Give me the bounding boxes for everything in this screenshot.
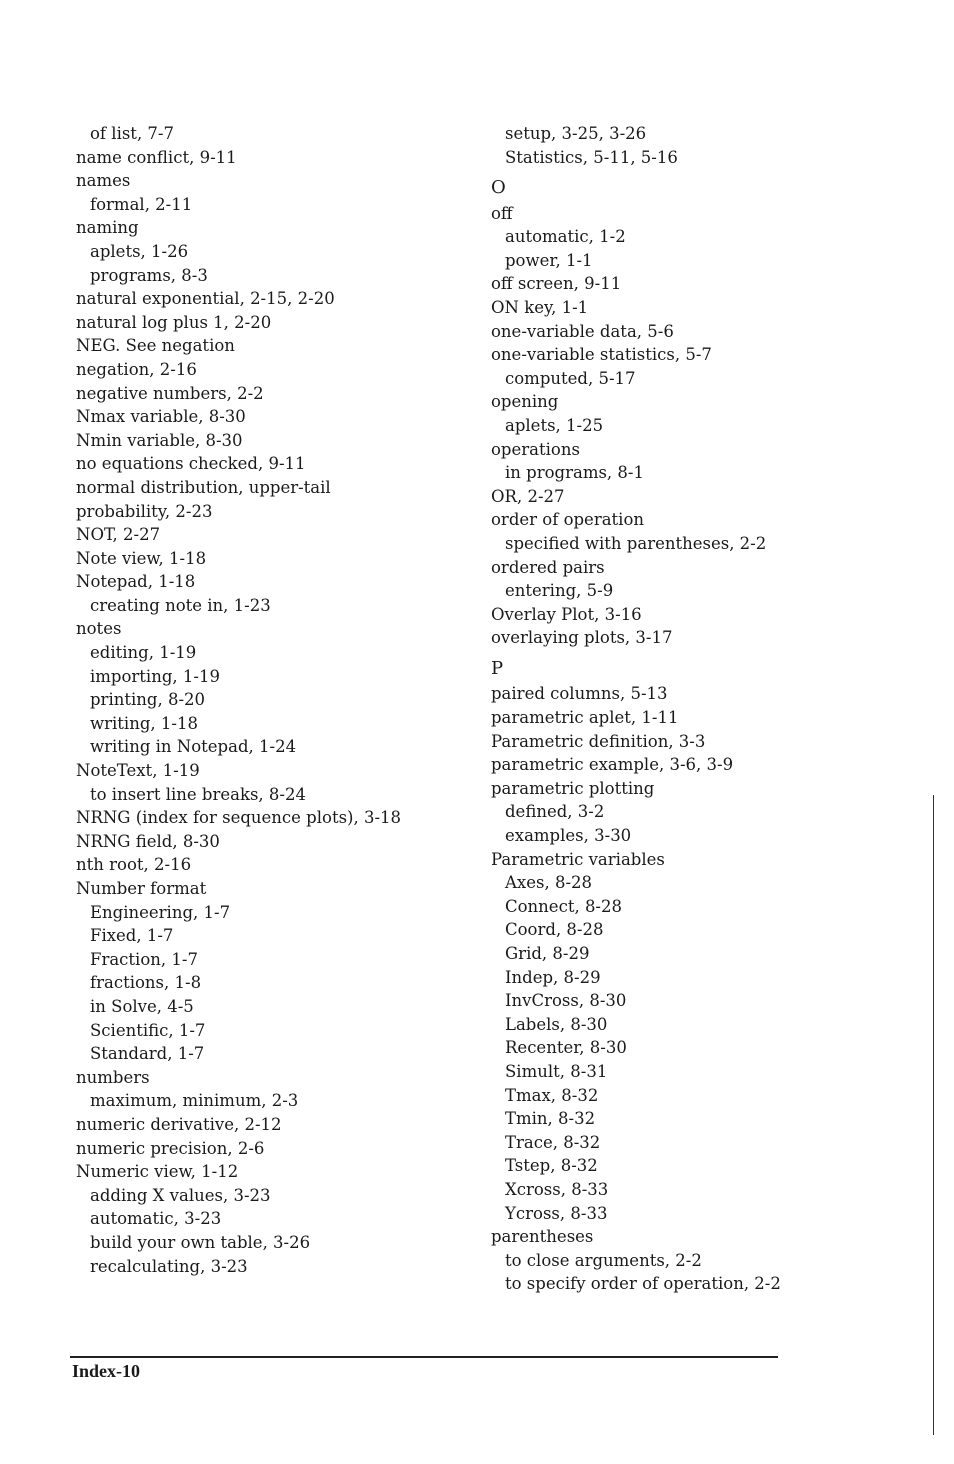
index-entry: OR, 2-27: [491, 486, 565, 506]
index-entry: computed, 5-17: [505, 368, 636, 388]
index-entry: numbers: [76, 1067, 150, 1087]
index-entry: operations: [491, 439, 580, 459]
index-entry: off screen, 9-11: [491, 274, 622, 294]
index-entry: Ycross, 8-33: [505, 1203, 608, 1223]
index-entry: in Solve, 4-5: [90, 996, 194, 1016]
index-entry: build your own table, 3-26: [90, 1232, 311, 1252]
index-entry: writing, 1-18: [90, 713, 198, 733]
index-entry: normal distribution, upper-tail: [76, 477, 331, 497]
index-entry: one-variable statistics, 5-7: [491, 345, 712, 365]
index-entry: off: [491, 203, 513, 223]
index-entry: numeric derivative, 2-12: [76, 1114, 282, 1134]
index-entry: specified with parentheses, 2-2: [505, 534, 767, 553]
index-entry: Fixed, 1-7: [90, 926, 174, 946]
index-entry: defined, 3-2: [505, 802, 605, 822]
index-entry: negative numbers, 2-2: [76, 383, 264, 403]
index-entry: negation, 2-16: [76, 359, 197, 379]
index-entry: NEG. See negation: [76, 336, 235, 356]
index-letter-heading: P: [491, 657, 504, 679]
index-entry: Tstep, 8-32: [505, 1156, 598, 1176]
index-column-left: [76, 122, 476, 1278]
index-entry: Tmin, 8-32: [505, 1109, 596, 1129]
index-entry: Parametric definition, 3-3: [491, 731, 706, 751]
index-entry: entering, 5-9: [505, 581, 614, 601]
index-entry: parametric plotting: [491, 778, 655, 798]
index-entry: Engineering, 1-7: [90, 902, 231, 922]
index-entry: naming: [76, 218, 139, 238]
index-letter-heading: O: [491, 177, 506, 199]
index-entry: of list, 7-7: [90, 124, 174, 143]
index-entry: Notepad, 1-18: [76, 572, 196, 592]
index-entry: parentheses: [491, 1227, 594, 1247]
index-entry: Statistics, 5-11, 5-16: [505, 147, 678, 167]
index-entry: to insert line breaks, 8-24: [90, 784, 306, 804]
index-entry: aplets, 1-25: [505, 416, 604, 436]
index-entry: aplets, 1-26: [90, 241, 189, 261]
index-entry: importing, 1-19: [90, 666, 220, 686]
index-entry: NRNG field, 8-30: [76, 831, 220, 851]
footer-rule: [70, 1356, 778, 1358]
index-entry: setup, 3-25, 3-26: [505, 124, 647, 143]
index-entry: NoteText, 1-19: [76, 761, 200, 781]
index-entry: Axes, 8-28: [505, 873, 593, 893]
index-entry: Trace, 8-32: [505, 1132, 601, 1152]
index-entry: examples, 3-30: [505, 826, 632, 846]
index-entry: Labels, 8-30: [505, 1014, 608, 1034]
index-column-right: [491, 122, 911, 1296]
index-entry: Numeric view, 1-12: [76, 1162, 239, 1182]
index-entry: order of operation: [491, 510, 645, 530]
index-entry: probability, 2-23: [76, 501, 213, 521]
index-entry: paired columns, 5-13: [491, 684, 668, 704]
index-entry: natural exponential, 2-15, 2-20: [76, 289, 335, 309]
page-label: Index-10: [72, 1361, 141, 1381]
index-entry: printing, 8-20: [90, 690, 206, 710]
index-entry: NRNG (index for sequence plots), 3-18: [76, 808, 402, 828]
index-entry: nth root, 2-16: [76, 855, 192, 875]
page-edge-line: [933, 795, 934, 1435]
index-entry: Number format: [76, 879, 207, 898]
index-entry: editing, 1-19: [90, 643, 197, 663]
index-entry: adding X values, 3-23: [90, 1185, 271, 1205]
index-entry: Coord, 8-28: [505, 920, 604, 940]
index-entry: automatic, 1-2: [505, 227, 626, 247]
index-entry: Parametric variables: [491, 849, 665, 869]
index-entry: name conflict, 9-11: [76, 147, 237, 167]
index-entry: Nmin variable, 8-30: [76, 430, 243, 450]
index-entry: Recenter, 8-30: [505, 1038, 627, 1058]
index-entry: names: [76, 171, 131, 191]
index-entry: programs, 8-3: [90, 265, 208, 285]
index-entry: Standard, 1-7: [90, 1044, 205, 1064]
index-entry: Xcross, 8-33: [505, 1179, 609, 1199]
index-entry: NOT, 2-27: [76, 525, 161, 545]
index-entry: Indep, 8-29: [505, 967, 601, 987]
index-entry: creating note in, 1-23: [90, 595, 271, 615]
index-entry: one-variable data, 5-6: [491, 321, 674, 341]
index-entry: formal, 2-11: [90, 194, 193, 214]
index-entry: automatic, 3-23: [90, 1209, 222, 1229]
index-entry: parametric example, 3-6, 3-9: [491, 755, 734, 775]
index-entry: Scientific, 1-7: [90, 1020, 206, 1040]
index-entry: ordered pairs: [491, 557, 605, 577]
index-entry: natural log plus 1, 2-20: [76, 312, 272, 332]
index-entry: Connect, 8-28: [505, 896, 623, 916]
index-entry: in programs, 8-1: [505, 463, 644, 483]
index-entry: opening: [491, 392, 559, 412]
index-entry: Simult, 8-31: [505, 1061, 608, 1081]
index-entry: recalculating, 3-23: [90, 1256, 248, 1276]
index-entry: maximum, minimum, 2-3: [90, 1091, 299, 1111]
index-entry: Nmax variable, 8-30: [76, 407, 246, 427]
index-entry: parametric aplet, 1-11: [491, 708, 679, 728]
index-entry: Grid, 8-29: [505, 944, 590, 963]
index-entry: to specify order of operation, 2-2: [505, 1274, 781, 1294]
index-entry: overlaying plots, 3-17: [491, 628, 673, 648]
index-entry: Tmax, 8-32: [505, 1085, 599, 1105]
index-entry: fractions, 1-8: [90, 973, 202, 993]
index-entry: Overlay Plot, 3-16: [491, 604, 642, 624]
index-entry: power, 1-1: [505, 250, 593, 270]
index-entry: to close arguments, 2-2: [505, 1250, 702, 1270]
index-entry: Fraction, 1-7: [90, 949, 198, 969]
index-entry: writing in Notepad, 1-24: [90, 737, 297, 757]
index-entry: notes: [76, 619, 122, 639]
index-entry: Note view, 1-18: [76, 548, 207, 568]
index-entry: no equations checked, 9-11: [76, 454, 306, 474]
index-entry: ON key, 1-1: [491, 298, 589, 318]
index-entry: InvCross, 8-30: [505, 991, 627, 1011]
index-entry: numeric precision, 2-6: [76, 1138, 265, 1158]
